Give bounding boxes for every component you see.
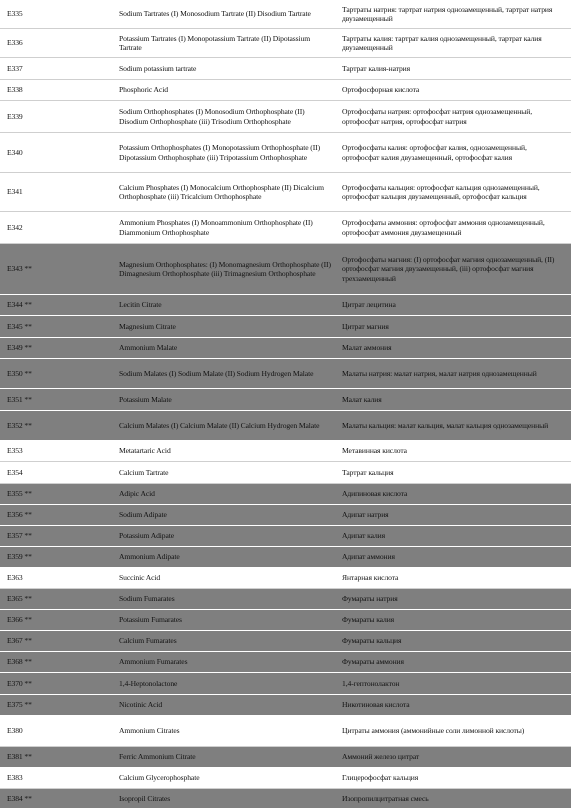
e-code-cell-text: E357 ** bbox=[7, 531, 32, 541]
english-name-cell bbox=[119, 295, 331, 315]
russian-name-cell bbox=[342, 462, 564, 483]
russian-name-cell bbox=[342, 359, 564, 388]
english-name-cell bbox=[119, 212, 331, 243]
english-name-cell-text: Sodium potassium tartrate bbox=[119, 63, 197, 73]
table-row bbox=[0, 244, 571, 295]
table-row bbox=[0, 462, 571, 484]
e-code-cell bbox=[7, 441, 112, 461]
table-row bbox=[0, 29, 571, 58]
e-code-cell-text: E352 ** bbox=[7, 420, 32, 430]
russian-name-cell bbox=[342, 411, 564, 440]
russian-name-cell-text: Ортофосфаты калия: ортофосфат калия, однозамещенный, ортофосфат калия двузамещенный, ортофосфат калия bbox=[342, 143, 527, 162]
table-row bbox=[0, 505, 571, 526]
e-code-cell-text: E345 ** bbox=[7, 321, 32, 331]
e-code-cell-text: E354 bbox=[7, 467, 23, 477]
russian-name-cell-text: Фумараты аммония bbox=[342, 657, 404, 667]
english-name-cell bbox=[119, 695, 331, 715]
table-row bbox=[0, 568, 571, 589]
russian-name-cell-text: Цитрат лецитина bbox=[342, 300, 396, 310]
russian-name-cell-text: Ортофосфорная кислота bbox=[342, 85, 420, 95]
russian-name-cell bbox=[342, 441, 564, 461]
table-row bbox=[0, 652, 571, 673]
e-code-cell-text: E342 bbox=[7, 222, 23, 232]
e-code-cell bbox=[7, 652, 112, 672]
russian-name-cell bbox=[342, 389, 564, 410]
russian-name-cell-text: Ортофосфаты магния: (I) ортофосфат магния однозамещенный, (II) ортофосфат магния двузамещенный, (iii) ортофосфат магния трехзамещенный bbox=[342, 255, 555, 283]
e-code-cell-text: E351 ** bbox=[7, 394, 32, 404]
table-row bbox=[0, 673, 571, 695]
english-name-cell-text: Ferric Ammonium Citrate bbox=[119, 752, 196, 762]
e-code-cell bbox=[7, 547, 112, 567]
e-code-cell-text: E375 ** bbox=[7, 700, 32, 710]
e-code-cell-text: E343 ** bbox=[7, 264, 32, 274]
russian-name-cell-text: Фумараты натрия bbox=[342, 594, 398, 604]
e-code-cell-text: E344 ** bbox=[7, 300, 32, 310]
e-code-cell bbox=[7, 462, 112, 483]
english-name-cell bbox=[119, 173, 331, 211]
russian-name-cell bbox=[342, 768, 564, 788]
e-code-cell-text: E367 ** bbox=[7, 636, 32, 646]
russian-name-cell bbox=[342, 610, 564, 630]
russian-name-cell-text: Малаты натрия: малат натрия, малат натрия однозамещенный bbox=[342, 368, 537, 378]
english-name-cell bbox=[119, 789, 331, 808]
english-name-cell bbox=[119, 29, 331, 57]
e-code-cell-text: E365 ** bbox=[7, 594, 32, 604]
russian-name-cell bbox=[342, 568, 564, 588]
table-row bbox=[0, 589, 571, 610]
table-row bbox=[0, 768, 571, 789]
russian-name-cell bbox=[342, 526, 564, 546]
table-row bbox=[0, 789, 571, 809]
table-row bbox=[0, 411, 571, 441]
english-name-cell-text: Sodium Tartrates (I) Monosodium Tartrate (II) Disodium Tartrate bbox=[119, 9, 311, 19]
english-name-cell-text: Potassium Malate bbox=[119, 394, 172, 404]
russian-name-cell bbox=[342, 631, 564, 651]
table-row bbox=[0, 295, 571, 316]
table-row bbox=[0, 441, 571, 462]
english-name-cell-text: Succinic Acid bbox=[119, 573, 161, 583]
english-name-cell bbox=[119, 526, 331, 546]
russian-name-cell-text: Адипат аммония bbox=[342, 552, 395, 562]
table-row bbox=[0, 0, 571, 29]
e-code-cell-text: E335 bbox=[7, 9, 23, 19]
e-code-cell bbox=[7, 173, 112, 211]
english-name-cell bbox=[119, 547, 331, 567]
e-code-cell bbox=[7, 568, 112, 588]
e-code-cell bbox=[7, 244, 112, 294]
russian-name-cell-text: Малат калия bbox=[342, 394, 382, 404]
table-row bbox=[0, 695, 571, 716]
english-name-cell bbox=[119, 80, 331, 100]
table-row bbox=[0, 631, 571, 652]
e-code-cell-text: E337 bbox=[7, 63, 23, 73]
table-row bbox=[0, 389, 571, 411]
english-name-cell-text: Ammonium Adipate bbox=[119, 552, 180, 562]
russian-name-cell-text: Малаты кальция: малат кальция, малат кальция однозамещенный bbox=[342, 420, 549, 430]
russian-name-cell bbox=[342, 484, 564, 504]
english-name-cell-text: Nicotinic Acid bbox=[119, 700, 163, 710]
english-name-cell bbox=[119, 484, 331, 504]
table-row bbox=[0, 101, 571, 133]
english-name-cell bbox=[119, 58, 331, 79]
e-code-cell-text: E384 ** bbox=[7, 793, 32, 803]
english-name-cell-text: 1,4-Heptonolactone bbox=[119, 678, 178, 688]
russian-name-cell bbox=[342, 173, 564, 211]
e-code-cell bbox=[7, 673, 112, 694]
russian-name-cell-text: 1,4-гептонолактон bbox=[342, 678, 400, 688]
russian-name-cell bbox=[342, 29, 564, 57]
english-name-cell-text: Potassium Adipate bbox=[119, 531, 175, 541]
russian-name-cell-text: Янтарная кислота bbox=[342, 573, 399, 583]
english-name-cell-text: Sodium Adipate bbox=[119, 510, 167, 520]
e-code-cell-text: E363 bbox=[7, 573, 23, 583]
english-name-cell bbox=[119, 441, 331, 461]
english-name-cell-text: Calcium Tartrate bbox=[119, 467, 169, 477]
english-name-cell bbox=[119, 568, 331, 588]
e-code-cell bbox=[7, 338, 112, 358]
english-name-cell-text: Magnesium Citrate bbox=[119, 321, 176, 331]
russian-name-cell-text: Фумараты калия bbox=[342, 615, 395, 625]
russian-name-cell-text: Ортофосфаты аммония: ортофосфат аммония однозамещенный, ортофосфат аммония двузамещенный bbox=[342, 218, 545, 237]
table-row bbox=[0, 747, 571, 768]
english-name-cell bbox=[119, 462, 331, 483]
english-name-cell-text: Lecitin Citrate bbox=[119, 300, 162, 310]
russian-name-cell bbox=[342, 789, 564, 808]
english-name-cell-text: Metatartaric Acid bbox=[119, 446, 171, 456]
russian-name-cell-text: Метавинная кислота bbox=[342, 446, 407, 456]
table-row bbox=[0, 547, 571, 568]
e-code-cell-text: E368 ** bbox=[7, 657, 32, 667]
table-row bbox=[0, 133, 571, 173]
english-name-cell-text: Potassium Fumarates bbox=[119, 615, 182, 625]
e-code-cell-text: E349 ** bbox=[7, 343, 32, 353]
e-code-cell-text: E380 bbox=[7, 726, 23, 736]
russian-name-cell bbox=[342, 338, 564, 358]
english-name-cell-text: Ammonium Fumarates bbox=[119, 657, 188, 667]
e-code-cell-text: E366 ** bbox=[7, 615, 32, 625]
english-name-cell bbox=[119, 716, 331, 746]
e-code-cell bbox=[7, 133, 112, 172]
english-name-cell-text: Potassium Orthophosphates (I) Monopotassium Orthophosphate (II) Dipotassium Orthophosphate (iii) Tripotassium Orthophosphate bbox=[119, 143, 321, 162]
english-name-cell-text: Calcium Malates (I) Calcium Malate (II) Calcium Hydrogen Malate bbox=[119, 420, 320, 430]
russian-name-cell bbox=[342, 101, 564, 132]
english-name-cell bbox=[119, 768, 331, 788]
e-code-cell-text: E359 ** bbox=[7, 552, 32, 562]
russian-name-cell bbox=[342, 212, 564, 243]
e-code-cell bbox=[7, 768, 112, 788]
english-name-cell bbox=[119, 101, 331, 132]
english-name-cell bbox=[119, 244, 331, 294]
english-name-cell bbox=[119, 0, 331, 28]
english-name-cell-text: Sodium Fumarates bbox=[119, 594, 175, 604]
e-code-cell-text: E353 bbox=[7, 446, 23, 456]
e-code-cell-text: E356 ** bbox=[7, 510, 32, 520]
russian-name-cell-text: Адипат натрия bbox=[342, 510, 389, 520]
e-code-cell bbox=[7, 589, 112, 609]
e-code-cell bbox=[7, 695, 112, 715]
e-code-cell bbox=[7, 505, 112, 525]
e-code-cell-text: E381 ** bbox=[7, 752, 32, 762]
russian-name-cell bbox=[342, 716, 564, 746]
english-name-cell-text: Potassium Tartrates (I) Monopotassium Tartrate (II) Dipotassium Tartrate bbox=[119, 33, 311, 52]
e-code-cell bbox=[7, 0, 112, 28]
russian-name-cell bbox=[342, 589, 564, 609]
russian-name-cell bbox=[342, 652, 564, 672]
e-code-cell bbox=[7, 29, 112, 57]
english-name-cell bbox=[119, 133, 331, 172]
russian-name-cell bbox=[342, 673, 564, 694]
e-code-cell bbox=[7, 716, 112, 746]
russian-name-cell-text: Никотиновая кислота bbox=[342, 700, 410, 710]
table-row bbox=[0, 484, 571, 505]
english-name-cell-text: Sodium Orthophosphates (I) Monosodium Orthophosphate (II) Disodium Orthophosphate (iii) Trisodium Orthophosphate bbox=[119, 107, 305, 126]
russian-name-cell bbox=[342, 80, 564, 100]
russian-name-cell-text: Цитраты аммония (аммонийные соли лимонной кислоты) bbox=[342, 726, 525, 736]
english-name-cell bbox=[119, 631, 331, 651]
english-name-cell bbox=[119, 673, 331, 694]
english-name-cell-text: Calcium Fumarates bbox=[119, 636, 177, 646]
russian-name-cell-text: Ортофосфаты кальция: ортофосфат кальция однозамещенный, ортофосфат кальция двузамещенный, ортофосфат кальция bbox=[342, 182, 540, 201]
russian-name-cell-text: Фумараты кальция bbox=[342, 636, 402, 646]
russian-name-cell-text: Тартраты калия: тартрат калия однозамещенный, тартрат калия двузамещенный bbox=[342, 33, 542, 52]
english-name-cell-text: Isopropil Citrates bbox=[119, 793, 171, 803]
russian-name-cell bbox=[342, 505, 564, 525]
russian-name-cell-text: Тартрат кальция bbox=[342, 467, 394, 477]
e-code-cell-text: E336 bbox=[7, 38, 23, 48]
english-name-cell-text: Phosphoric Acid bbox=[119, 85, 168, 95]
table-row bbox=[0, 610, 571, 631]
russian-name-cell-text: Тартраты натрия: тартрат натрия однозамещенный, тартрат натрия двузамещенный bbox=[342, 4, 553, 23]
russian-name-cell-text: Ортофосфаты натрия: ортофосфат натрия однозамещенный, ортофосфат натрия, ортофосфат натрия bbox=[342, 107, 533, 126]
e-code-cell-text: E355 ** bbox=[7, 489, 32, 499]
english-name-cell bbox=[119, 359, 331, 388]
table-row bbox=[0, 716, 571, 747]
e-code-cell bbox=[7, 389, 112, 410]
table-row bbox=[0, 338, 571, 359]
english-name-cell bbox=[119, 411, 331, 440]
english-name-cell-text: Ammonium Malate bbox=[119, 343, 178, 353]
e-code-cell-text: E350 ** bbox=[7, 368, 32, 378]
russian-name-cell bbox=[342, 547, 564, 567]
e-code-cell bbox=[7, 212, 112, 243]
e-code-cell bbox=[7, 747, 112, 767]
english-name-cell bbox=[119, 338, 331, 358]
english-name-cell-text: Calcium Phosphates (I) Monocalcium Orthophosphate (II) Dicalcium Orthophosphate (iii) Tricalcium Orthophosphate bbox=[119, 182, 324, 201]
e-code-cell-text: E340 bbox=[7, 147, 23, 157]
e-code-cell bbox=[7, 80, 112, 100]
russian-name-cell-text: Цитрат магния bbox=[342, 321, 389, 331]
e-code-cell bbox=[7, 610, 112, 630]
english-name-cell-text: Calcium Glycerophosphate bbox=[119, 773, 200, 783]
russian-name-cell-text: Изопропилцитратная смесь bbox=[342, 793, 429, 803]
e-code-cell bbox=[7, 359, 112, 388]
e-code-cell-text: E341 bbox=[7, 187, 23, 197]
table-row bbox=[0, 316, 571, 338]
e-code-cell bbox=[7, 411, 112, 440]
english-name-cell-text: Magnesium Orthophosphates: (I) Monomagnesium Orthophosphate (II) Dimagnesium Orthophosphate (iii) Trimagnesium Orthophosphate bbox=[119, 259, 331, 278]
russian-name-cell-text: Адипиновая кислота bbox=[342, 489, 408, 499]
english-name-cell bbox=[119, 652, 331, 672]
russian-name-cell bbox=[342, 695, 564, 715]
russian-name-cell bbox=[342, 133, 564, 172]
e-code-cell bbox=[7, 484, 112, 504]
table-row bbox=[0, 212, 571, 244]
russian-name-cell-text: Тартрат калия-натрия bbox=[342, 63, 411, 73]
e-code-cell-text: E339 bbox=[7, 111, 23, 121]
table-row bbox=[0, 526, 571, 547]
english-name-cell bbox=[119, 505, 331, 525]
english-name-cell bbox=[119, 316, 331, 337]
e-code-cell bbox=[7, 58, 112, 79]
english-name-cell-text: Ammonium Phosphates (I) Monoammonium Orthophosphate (II) Diammonium Orthophosphate bbox=[119, 218, 313, 237]
russian-name-cell bbox=[342, 58, 564, 79]
english-name-cell-text: Ammonium Citrates bbox=[119, 726, 180, 736]
e-code-cell-text: E338 bbox=[7, 85, 23, 95]
e-code-cell bbox=[7, 316, 112, 337]
russian-name-cell bbox=[342, 295, 564, 315]
russian-name-cell-text: Аммоний железо цитрат bbox=[342, 752, 420, 762]
english-name-cell-text: Sodium Malates (I) Sodium Malate (II) Sodium Hydrogen Malate bbox=[119, 368, 314, 378]
russian-name-cell bbox=[342, 244, 564, 294]
russian-name-cell-text: Малат аммония bbox=[342, 343, 392, 353]
english-name-cell bbox=[119, 589, 331, 609]
russian-name-cell bbox=[342, 0, 564, 28]
e-code-cell-text: E383 bbox=[7, 773, 23, 783]
table-row bbox=[0, 58, 571, 80]
e-code-cell bbox=[7, 295, 112, 315]
e-code-cell bbox=[7, 526, 112, 546]
english-name-cell bbox=[119, 610, 331, 630]
e-code-cell bbox=[7, 101, 112, 132]
russian-name-cell bbox=[342, 316, 564, 337]
russian-name-cell bbox=[342, 747, 564, 767]
table-row bbox=[0, 359, 571, 389]
russian-name-cell-text: Глицерофосфат кальция bbox=[342, 773, 419, 783]
english-name-cell bbox=[119, 389, 331, 410]
table-row bbox=[0, 80, 571, 101]
english-name-cell bbox=[119, 747, 331, 767]
english-name-cell-text: Adipic Acid bbox=[119, 489, 155, 499]
e-code-cell bbox=[7, 631, 112, 651]
e-code-cell bbox=[7, 789, 112, 808]
table-row bbox=[0, 173, 571, 212]
russian-name-cell-text: Адипат калия bbox=[342, 531, 386, 541]
e-code-cell-text: E370 ** bbox=[7, 678, 32, 688]
